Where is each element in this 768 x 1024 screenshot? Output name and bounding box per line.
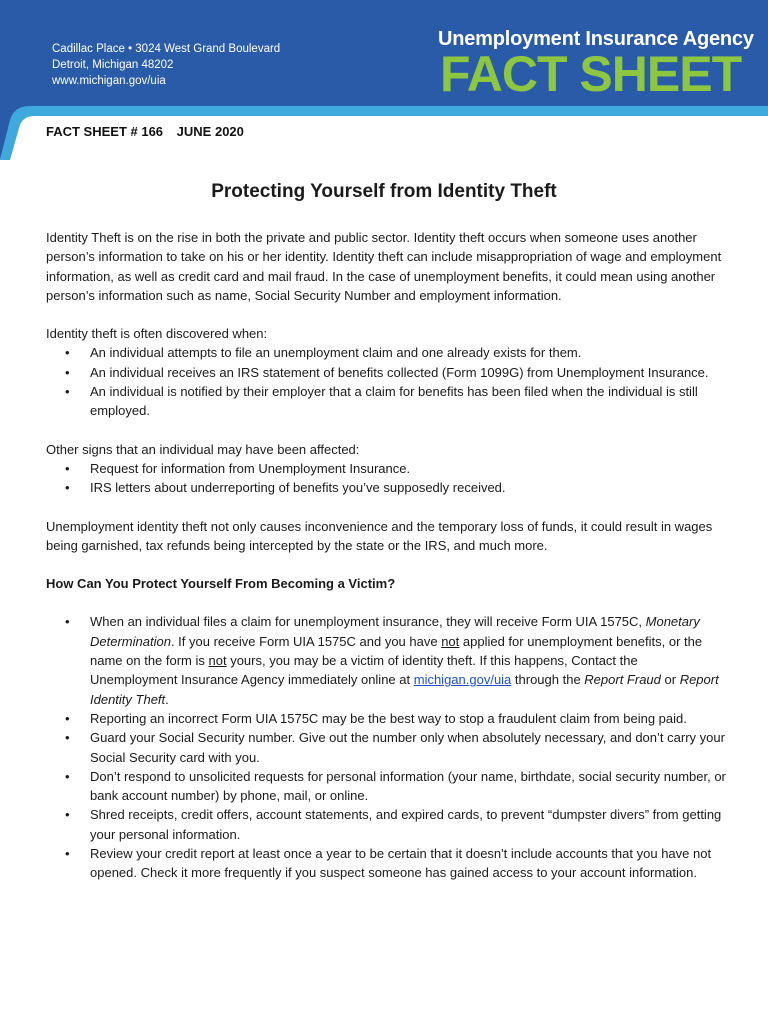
list-item: • Shred receipts, credit offers, account statements, and expired cards, to prevent “dumpster divers” from getting your personal information.	[46, 805, 726, 844]
protect-heading: How Can You Protect Yourself From Becoming a Victim?	[46, 576, 396, 592]
list-item: • IRS letters about underreporting of benefits you’ve supposedly received.	[46, 478, 726, 497]
signs-lead: Other signs that an individual may have been affected:	[46, 441, 360, 457]
list-item: • Request for information from Unemployment Insurance.	[46, 459, 726, 478]
list-item: • Guard your Social Security number. Give out the number only when absolutely necessary, and don’t carry your Social Security card with you.	[46, 728, 726, 767]
discovered-list	[46, 343, 726, 420]
address-line: Detroit, Michigan 48202	[52, 59, 174, 71]
sheet-id: FACT SHEET # 166	[46, 124, 164, 139]
list-item: • Reporting an incorrect Form UIA 1575C may be the best way to stop a fraudulent claim from being paid.	[46, 709, 726, 728]
list-item: • An individual receives an IRS statement of benefits collected (Form 1099G) from Unemployment Insurance.	[46, 363, 726, 382]
page-title: Protecting Yourself from Identity Theft	[211, 181, 557, 202]
protect-list	[46, 612, 726, 882]
intro-paragraph: Identity Theft is on the rise in both the private and public sector. Identity theft occurs when someone uses another person’s information to take on his or her identity. Identity theft can include misappropriation of wage and employment information, as well as credit card and mail fraud. In the case of unemployment benefits, it could mean using another person’s information such as name, Social Security Number and employment information.	[46, 230, 722, 303]
address-website: www.michigan.gov/uia	[52, 75, 166, 87]
address-line: Cadillac Place • 3024 West Grand Boulevard	[52, 43, 281, 55]
list-item: • Don’t respond to unsolicited requests for personal information (your name, birthdate, social security number, or bank account number) by phone, mail, or online.	[46, 767, 726, 806]
sheet-number	[46, 124, 254, 139]
list-item: • An individual attempts to file an unemployment claim and one already exists for them.	[46, 343, 726, 362]
signs-list	[46, 459, 726, 498]
document-body	[46, 228, 726, 883]
fact-sheet-logo: FACT SHEET	[440, 46, 742, 102]
agency-name: Unemployment Insurance Agency	[438, 28, 754, 50]
sheet-date: JUNE 2020	[176, 124, 244, 139]
discovered-lead: Identity theft is often discovered when:	[46, 326, 268, 342]
list-item: • An individual is notified by their employer that a claim for benefits has been filed when the individual is still employed.	[46, 382, 726, 421]
consequences-paragraph: Unemployment identity theft not only causes inconvenience and the temporary loss of funds, it could result in wages being garnished, tax refunds being intercepted by the state or the IRS, and much more.	[46, 518, 713, 553]
list-item: • Review your credit report at least once a year to be certain that it doesn't include accounts that you have not opened. Check it more frequently if you suspect someone has gained access to your account information.	[46, 844, 726, 883]
list-item-form-1575c: • When an individual files a claim for unemployment insurance, they will receive Form UIA 1575C, Monetary Determination. If you receive Form UIA 1575C and you have not applied for unemployment benefits, or the name on the form is not yours, you may be a victim of identity theft. If this happens, Contact the Unemployment Insurance Agency immediately online at michigan.gov/uia through the Report Fraud or Report Identity Theft.	[46, 612, 726, 708]
uia-website-link[interactable]: michigan.gov/uia	[413, 672, 512, 688]
agency-address	[52, 41, 280, 89]
